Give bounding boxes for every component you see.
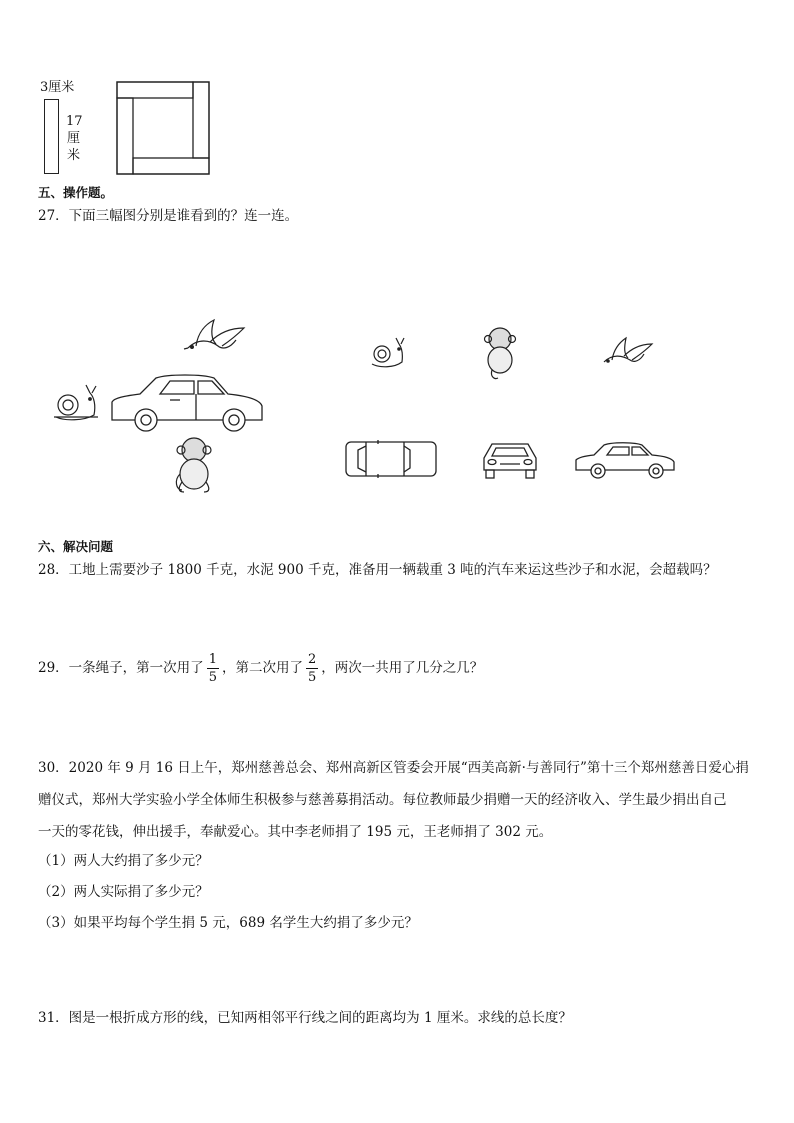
fraction-numerator: 2 [307, 652, 317, 667]
section-five-title: 五、操作题。 [38, 185, 114, 200]
fraction-one-fifth [207, 652, 219, 685]
bird-icon [604, 338, 652, 362]
question-29 [38, 648, 483, 688]
viewing-scene-figure [38, 290, 686, 500]
section-six-title: 六、解决问题 [38, 539, 114, 554]
car-icon [112, 375, 262, 431]
fraction-bar [207, 668, 219, 669]
question-30-line3: 一天的零花钱，伸出援手，奉献爱心。其中李老师捐了 195 元，王老师捐了 302 元。 [38, 824, 553, 840]
car-front-view-icon [484, 444, 536, 478]
fraction-denominator: 5 [208, 670, 217, 685]
question-27: 27．下面三幅图分别是谁看到的？连一连。 [38, 208, 299, 224]
question-30-sub1: （1）两人大约捐了多少元？ [38, 853, 209, 869]
bird-icon [184, 320, 244, 349]
fraction-numerator: 1 [208, 652, 217, 667]
paper-strip [44, 99, 59, 174]
square-frame-figure [116, 81, 210, 175]
question-30-sub2: （2）两人实际捐了多少元？ [38, 884, 209, 900]
q29-part1: 29．一条绳子，第一次用了 [38, 660, 204, 676]
fraction-denominator: 5 [307, 670, 317, 685]
q29-part3: ，两次一共用了几分之几？ [321, 660, 484, 676]
question-28: 28．工地上需要沙子 1800 千克，水泥 900 千克，准备用一辆载重 3 吨的汽车来运这些沙子和水泥，会超载吗？ [38, 562, 717, 578]
width-label: 3厘米 [40, 80, 75, 95]
question-30-line1: 30．2020 年 9 月 16 日上午，郑州慈善总会、郑州高新区管委会开展“西美高新·与善同行”第十三个郑州慈善日爱心捐 [38, 760, 749, 776]
question-30-line2: 赠仪式，郑州大学实验小学全体师生积极参与慈善募捐活动。每位教师最少捐赠一天的经济收入、学生最少捐出自己 [38, 792, 727, 808]
snail-icon [372, 338, 404, 367]
question-31: 31．图是一根折成方形的线，已知两相邻平行线之间的距离均为 1 厘米。求线的总长度？ [38, 1010, 572, 1026]
q29-part2: ，第二次用了 [221, 660, 303, 676]
length-label-num: 17 [66, 114, 83, 129]
snail-icon [54, 385, 98, 420]
question-30-sub3: （3）如果平均每个学生捐 5 元，689 名学生大约捐了多少元？ [38, 915, 418, 931]
car-top-view-icon [346, 440, 436, 478]
fraction-bar [306, 668, 318, 669]
length-label-unit1: 厘 [67, 131, 81, 146]
car-icon [576, 443, 674, 478]
monkey-icon [485, 328, 516, 379]
monkey-icon [176, 438, 211, 492]
fraction-two-fifths [306, 652, 318, 685]
length-label-unit2: 米 [67, 148, 81, 163]
